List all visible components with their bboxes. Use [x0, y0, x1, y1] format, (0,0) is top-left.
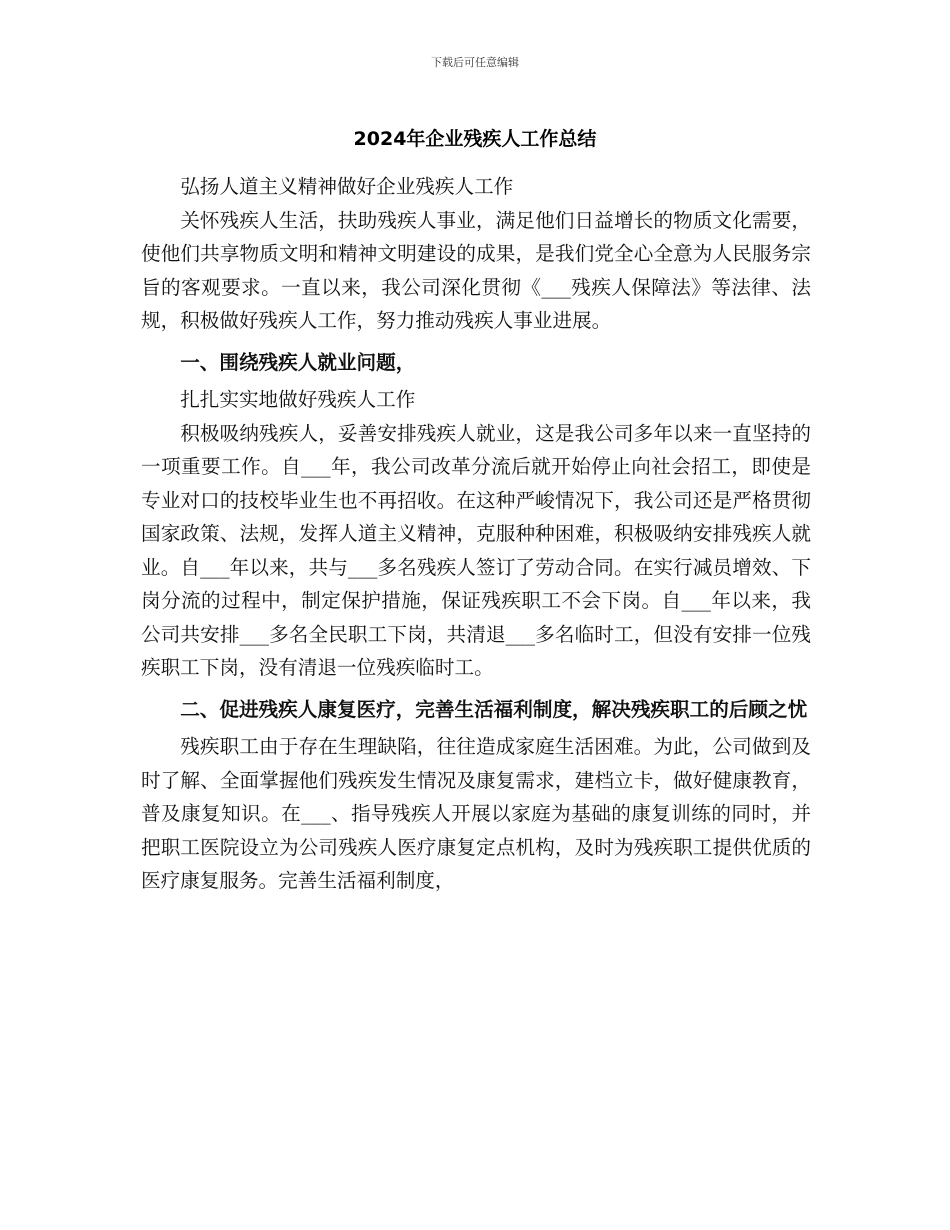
- subtitle-paragraph: 弘扬人道主义精神做好企业残疾人工作: [180, 175, 514, 198]
- body-paragraph: 残疾职工由于存在生理缺陷，往往造成家庭生活困难。为此，公司做到及时了解、全面掌握他们残疾发生情况及康复需求，建档立卡，做好健康教育，普及康复知识。在___、指导残疾人开展以家庭为基础的康复训练的同时，并把职工医院设立为公司残疾人医疗康复定点机构，及时为残疾职工提供优质的医疗康复服务。完善生活福利制度，: [141, 735, 811, 892]
- subtitle-paragraph: 扎扎实实地做好残疾人工作: [180, 388, 416, 411]
- section-heading: 二、促进残疾人康复医疗，完善生活福利制度，解决残疾职工的后顾之忧: [180, 697, 808, 721]
- body-paragraph: 关怀残疾人生活，扶助残疾人事业，满足他们日益增长的物质文化需要，使他们共享物质文明和精神文明建设的成果，是我们党全心全意为人民服务宗旨的客观要求。一直以来，我公司深化贯彻《___残疾人保障法》等法律、法规，积极做好残疾人工作，努力推动残疾人事业进展。: [141, 208, 811, 332]
- body-paragraph: 积极吸纳残疾人，妥善安排残疾人就业，这是我公司多年以来一直坚持的一项重要工作。自___年，我公司改革分流后就开始停止向社会招工，即使是专业对口的技校毕业生也不再招收。在这种严峻情况下，我公司还是严格贯彻国家政策、法规，发挥人道主义精神，克服种种困难，积极吸纳安排残疾人就业。自___年以来，共与___多名残疾人签订了劳动合同。在实行减员增效、下岗分流的过程中，制定保护措施，保证残疾职工不会下岗。自___年以来，我公司共安排___多名全民职工下岗，共清退___多名临时工，但没有安排一位残疾职工下岗，没有清退一位残疾临时工。: [141, 421, 811, 679]
- document-body: [141, 170, 811, 898]
- page-header: 下载后可任意编辑: [431, 56, 519, 69]
- document-title: 2024年企业残疾人工作总结: [353, 128, 597, 150]
- section-heading: 一、围绕残疾人就业问题，: [180, 350, 416, 374]
